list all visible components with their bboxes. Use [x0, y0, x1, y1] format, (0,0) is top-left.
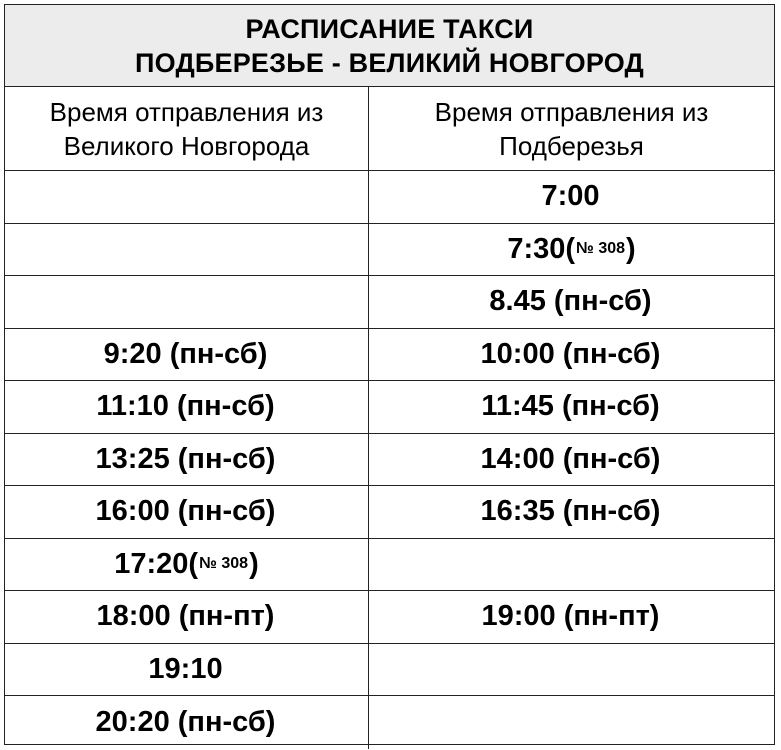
departure-novgorod-cell	[5, 329, 369, 381]
departure-podberezye-cell	[369, 381, 774, 433]
note-close-paren: )	[249, 547, 259, 580]
departure-novgorod-cell	[5, 539, 369, 591]
header-left-line-1: Время отправления из	[49, 96, 324, 127]
departure-time: 16:35 (пн-сб)	[480, 495, 661, 528]
header-from-novgorod	[5, 87, 369, 170]
schedule-table	[4, 4, 775, 745]
departure-time: 19:10	[148, 652, 223, 685]
table-row	[5, 381, 774, 434]
departure-time: 16:00 (пн-сб)	[95, 495, 276, 528]
table-row	[5, 696, 774, 749]
departure-time: 14:00 (пн-сб)	[480, 442, 661, 475]
table-row	[5, 591, 774, 644]
departure-novgorod-cell	[5, 171, 369, 223]
table-row	[5, 434, 774, 487]
table-row	[5, 329, 774, 382]
note-open-paren: (	[188, 547, 199, 580]
departure-podberezye-cell	[369, 276, 774, 328]
table-row	[5, 486, 774, 539]
departure-podberezye-cell	[369, 329, 774, 381]
departure-novgorod-cell	[5, 434, 369, 486]
departure-podberezye-cell	[369, 434, 774, 486]
departure-novgorod-cell	[5, 381, 369, 433]
departure-podberezye-cell	[369, 644, 774, 696]
departure-time: 7:30	[507, 232, 566, 265]
route-note: № 308	[199, 555, 249, 573]
departure-time: 7:00	[541, 180, 600, 213]
table-row	[5, 171, 774, 224]
table-row	[5, 276, 774, 329]
route-note: № 308	[576, 240, 626, 258]
departure-podberezye-cell	[369, 696, 774, 749]
departure-novgorod-cell	[5, 696, 369, 749]
departure-time: 11:45 (пн-сб)	[481, 390, 660, 423]
note-close-paren: )	[626, 232, 636, 265]
departure-time: 19:00 (пн-пт)	[481, 600, 660, 633]
schedule-title	[5, 5, 774, 87]
header-right-line-1: Время отправления из	[434, 96, 709, 127]
header-right-line-2: Подберезья	[499, 130, 644, 161]
header-from-podberezye	[369, 87, 774, 170]
departure-novgorod-cell	[5, 591, 369, 643]
note-open-paren: (	[565, 232, 576, 265]
departure-time: 17:20	[114, 547, 189, 580]
departure-podberezye-cell	[369, 171, 774, 223]
departure-time: 8.45 (пн-сб)	[489, 285, 652, 318]
departure-podberezye-cell	[369, 539, 774, 591]
departure-time: 20:20 (пн-сб)	[95, 705, 276, 738]
departure-time: 18:00 (пн-пт)	[96, 600, 275, 633]
departure-time: 13:25 (пн-сб)	[95, 442, 276, 475]
title-line-1: РАСПИСАНИЕ ТАКСИ	[245, 13, 534, 44]
schedule-rows	[5, 171, 774, 749]
departure-podberezye-cell	[369, 591, 774, 643]
departure-novgorod-cell	[5, 486, 369, 538]
departure-time: 9:20 (пн-сб)	[103, 337, 268, 370]
departure-podberezye-cell	[369, 486, 774, 538]
departure-novgorod-cell	[5, 276, 369, 328]
departure-podberezye-cell	[369, 224, 774, 276]
departure-time: 11:10 (пн-сб)	[96, 390, 275, 423]
column-header-row	[5, 87, 774, 171]
table-row	[5, 644, 774, 697]
departure-novgorod-cell	[5, 644, 369, 696]
table-row	[5, 539, 774, 592]
departure-novgorod-cell	[5, 224, 369, 276]
departure-time: 10:00 (пн-сб)	[480, 337, 661, 370]
table-row	[5, 224, 774, 277]
header-left-line-2: Великого Новгорода	[63, 130, 310, 161]
title-line-2: ПОДБЕРЕЗЬЕ - ВЕЛИКИЙ НОВГОРОД	[135, 47, 644, 78]
